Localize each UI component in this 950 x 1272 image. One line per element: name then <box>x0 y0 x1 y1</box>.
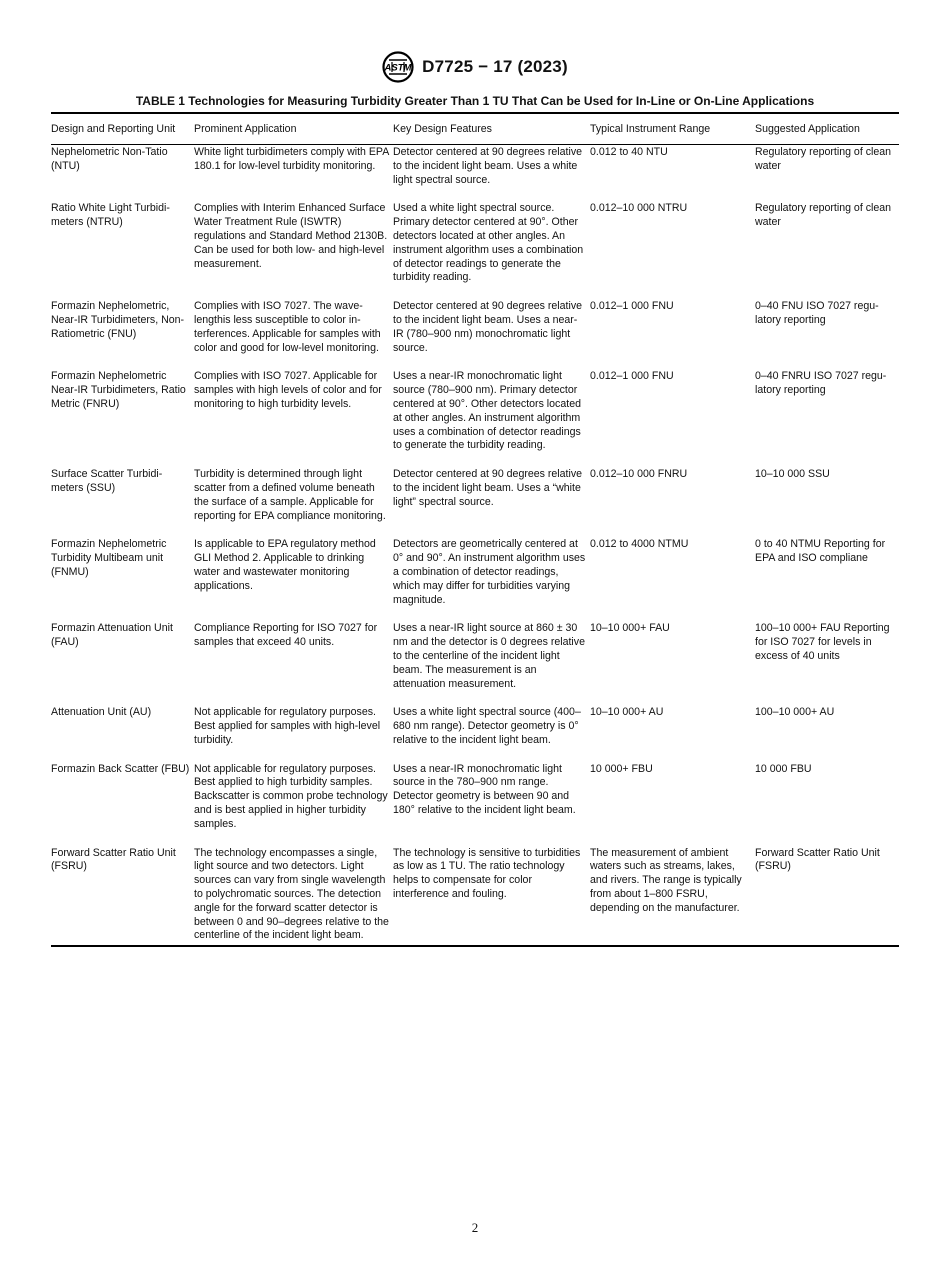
table-row <box>51 537 899 621</box>
instrument-range-cell: 10–10 000+ FAU <box>590 622 670 635</box>
turbidity-technologies-table <box>51 112 899 947</box>
suggested-application-cell: 100–10 000+ FAU Reporting for ISO 7027 for levels in excess of 40 units <box>755 622 890 662</box>
page-number: 2 <box>471 1220 479 1235</box>
table-row <box>51 145 899 202</box>
key-design-features-cell: Uses a near-IR monochromatic light source (780–900 nm). Primary detector centered at 90°. Other detectors located at other angles. An instrument algorithm uses a combination of detector readings to generate the turbidity reading. <box>393 370 581 452</box>
instrument-range-cell: 0.012–10 000 NTRU <box>590 202 688 215</box>
column-header: Suggested Application <box>755 123 860 136</box>
suggested-application-cell: Regulatory reporting of clean water <box>755 146 892 172</box>
suggested-application-cell: 0 to 40 NTMU Reporting for EPA and ISO compliane <box>755 538 886 565</box>
design-unit-cell: Formazin Nephelometric Near-IR Turbidimeters, Ratio Metric (FNRU) <box>51 370 186 410</box>
suggested-application-cell: 10–10 000 SSU <box>755 468 830 481</box>
design-unit-cell: Nephelometric Non-Tatio (NTU) <box>51 146 168 172</box>
suggested-application-cell: 0–40 FNU ISO 7027 regulatory reporting <box>755 300 879 326</box>
design-unit-cell: Ratio White Light Turbidimeters (NTRU) <box>51 202 170 229</box>
table-header-row <box>51 113 899 145</box>
table-row <box>51 762 899 846</box>
key-design-features-cell: Detector centered at 90 degrees relative to the incident light beam. Uses a white light spectral source. <box>393 146 583 186</box>
table-row <box>51 705 899 761</box>
column-header: Typical Instrument Range <box>590 123 711 136</box>
key-design-features-cell: Detector centered at 90 degrees relative to the incident light beam. Uses a near-IR (780–900 nm) monochromatic light source. <box>393 300 583 354</box>
table-body <box>51 145 899 947</box>
prominent-application-cell: Not applicable for regulatory purposes. Best applied to high turbidity samples. Backscatter is common probe technology and is best applied in higher turbidity samples. <box>194 762 388 830</box>
table-row <box>51 621 899 705</box>
design-unit-cell: Attenuation Unit (AU) <box>51 706 152 719</box>
design-unit-cell: Formazin Back Scatter (FBU) <box>51 762 190 775</box>
prominent-application-cell: Not applicable for regulatory purposes. Best applied for samples with high-level turbidity. <box>194 706 381 746</box>
prominent-application-cell: Compliance Reporting for ISO 7027 for samples that exceed 40 units. <box>194 622 378 649</box>
table-row <box>51 846 899 947</box>
instrument-range-cell: 0.012 to 4000 NTMU <box>590 538 689 551</box>
instrument-range-cell: 0.012–1 000 FNU <box>590 370 674 383</box>
key-design-features-cell: Uses a near-IR monochromatic light source in the 780–900 nm range. Detector geometry is between 90 and 180° relative to the incident light beam. <box>393 762 576 817</box>
astm-logo-icon <box>382 51 414 83</box>
table-row <box>51 299 899 369</box>
suggested-application-cell: Forward Scatter Ratio Unit (FSRU) <box>755 846 880 873</box>
design-unit-cell: Formazin Attenuation Unit (FAU) <box>51 622 173 649</box>
table-row <box>51 201 899 299</box>
key-design-features-cell: Uses a white light spectral source (400–680 nm range). Detector geometry is 0° relative to the incident light beam. <box>393 706 581 746</box>
table-row <box>51 369 899 467</box>
key-design-features-cell: The technology is sensitive to turbidities as low as 1 TU. The ratio technology helps to compensate for color interference and fouling. <box>393 846 581 901</box>
key-design-features-cell: Uses a near-IR light source at 860 ± 30 nm and the detector is 0 degrees relative to the centerline of the incident light beam. The measurement is an attenuation measurement. <box>393 622 585 690</box>
instrument-range-cell: 0.012–10 000 FNRU <box>590 468 688 481</box>
prominent-application-cell: White light turbidimeters comply with EPA 180.1 for low-level turbidity monitoring. <box>194 146 389 172</box>
design-unit-cell: Forward Scatter Ratio Unit (FSRU) <box>51 846 176 873</box>
suggested-application-cell: 0–40 FNRU ISO 7027 regulatory reporting <box>755 370 887 397</box>
instrument-range-cell: 10 000+ FBU <box>590 762 653 775</box>
instrument-range-cell: 10–10 000+ AU <box>590 706 664 719</box>
column-header: Design and Reporting Unit <box>51 123 176 136</box>
key-design-features-cell: Detector centered at 90 degrees relative to the incident light beam. Uses a “white light” spectral source. <box>393 468 583 508</box>
prominent-application-cell: Complies with ISO 7027. The wavelengthis less susceptible to color interferences. Applicable for samples with color and good for low-level monitoring. <box>194 300 381 354</box>
prominent-application-cell: The technology encompasses a single, light source and two detectors. Light sources can vary from single wavelength to polychromatic sources. The detection angle for the forward scatter detector is between 0 and 90–degrees relative to the centerline of the incident light beam. <box>194 846 389 942</box>
instrument-range-cell: 0.012–1 000 FNU <box>590 300 674 313</box>
prominent-application-cell: Is applicable to EPA regulatory method GLI Method 2. Applicable to drinking water and wastewater monitoring applications. <box>194 538 376 592</box>
suggested-application-cell: Regulatory reporting of clean water <box>755 202 892 229</box>
svg-text:ASTM: ASTM <box>384 62 412 74</box>
design-unit-cell: Formazin Nephelometric Turbidity Multibeam unit (FNMU) <box>51 538 167 578</box>
suggested-application-cell: 100–10 000+ AU <box>755 706 835 719</box>
prominent-application-cell: Complies with Interim Enhanced Surface Water Treatment Rule (ISWTR) regulations and Standard Method 2130B. Can be used for both low- and high-level measurement. <box>194 202 388 270</box>
design-unit-cell: Surface Scatter Turbidimeters (SSU) <box>51 468 163 494</box>
key-design-features-cell: Used a white light spectral source. Primary detector centered at 90°. Other detectors located at other angles. An instrument algorithm uses a combination of detector readings to generate the turbidity reading. <box>393 202 584 284</box>
suggested-application-cell: 10 000 FBU <box>755 762 812 775</box>
key-design-features-cell: Detectors are geometrically centered at 0° and 90°. An instrument algorithm uses a combination of detector readings, which may differ for turbidities varying magnitude. <box>393 538 586 606</box>
table-row <box>51 467 899 537</box>
column-header: Key Design Features <box>393 123 492 136</box>
page-header <box>0 50 950 84</box>
document-designation: D7725 − 17 (2023) <box>422 57 568 76</box>
table-caption: TABLE 1 Technologies for Measuring Turbidity Greater Than 1 TU That Can be Used for In-Line or On-Line Applications <box>135 94 815 108</box>
prominent-application-cell: Turbidity is determined through light scatter from a defined volume beneath the surface of a sample. Applicable for reporting for EPA compliance monitoring. <box>194 468 386 522</box>
design-unit-cell: Formazin Nephelometric, Near-IR Turbidimeters, Non-Ratiometric (FNU) <box>51 300 185 340</box>
instrument-range-cell: The measurement of ambient waters such as streams, lakes, and rivers. The range is typically from about 1–800 FSRU, depending on the manufacturer. <box>590 846 742 914</box>
prominent-application-cell: Complies with ISO 7027. Applicable for samples with high levels of color and for monitoring to high turbidity levels. <box>194 370 382 410</box>
instrument-range-cell: 0.012 to 40 NTU <box>590 146 668 158</box>
column-header: Prominent Application <box>194 123 297 136</box>
